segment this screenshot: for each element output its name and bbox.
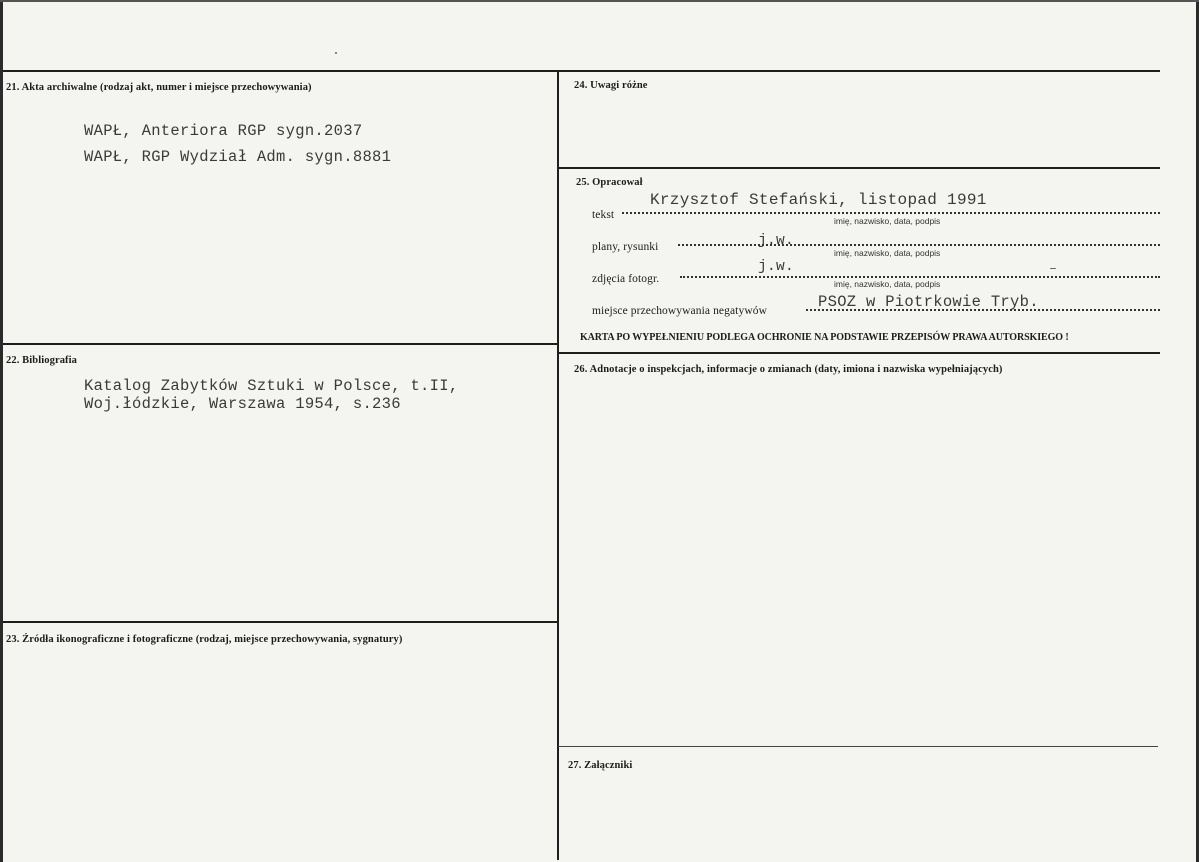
card-border-top [0, 0, 1199, 2]
plany-dotted-line [678, 244, 1160, 246]
rule-top [3, 70, 1160, 72]
scan-speck [1050, 268, 1056, 269]
zdjecia-label: zdjęcia fotogr. [592, 273, 660, 285]
rule-22-23 [3, 621, 558, 623]
archive-line-1: WAPŁ, Anteriora RGP sygn.2037 [84, 122, 363, 140]
archive-line-2: WAPŁ, RGP Wydział Adm. sygn.8881 [84, 148, 392, 166]
zdjecia-dotted-line [680, 276, 1160, 278]
tekst-sublabel: imię, nazwisko, data, podpis [834, 216, 941, 226]
rule-21-22 [3, 343, 558, 345]
section-21-hint: (rodzaj akt, numer i miejsce przechowywania) [100, 82, 312, 93]
tekst-dotted-line [622, 212, 1160, 214]
bibliography-line-2: Woj.łódzkie, Warszawa 1954, s.236 [84, 395, 401, 413]
section-21-title: 21. Akta archiwalne [6, 82, 98, 93]
section-23-title: 23. Źródła ikonograficzne i fotograficzne [6, 634, 193, 645]
section-26-hint: (daty, imiona i nazwiska wypełniających) [814, 364, 1003, 375]
zdjecia-value: j.w. [758, 259, 795, 275]
section-27-label: 27. Załączniki [568, 760, 633, 771]
section-23-hint: (rodzaj, miejsce przechowywania, sygnatury) [195, 634, 403, 645]
section-22-label: 22. Bibliografia [6, 355, 78, 366]
copyright-notice: KARTA PO WYPEŁNIENIU PODLEGA OCHRONIE NA PODSTAWIE PRZEPISÓW PRAWA AUTORSKIEGO ! [580, 332, 1069, 343]
plany-sublabel: imię, nazwisko, data, podpis [834, 248, 941, 258]
rule-25-26 [558, 352, 1160, 354]
bibliography-line-1: Katalog Zabytków Sztuki w Polsce, t.II, [84, 377, 459, 395]
plany-label: plany, rysunki [592, 241, 659, 253]
card-border-left [0, 0, 3, 862]
section-25-label: 25. Opracował [576, 177, 643, 188]
negatywy-value: PSOZ w Piotrkowie Tryb. [818, 293, 1039, 311]
section-26-title: 26. Adnotacje o inspekcjach, informacje o zmianach [574, 364, 812, 375]
section-24-label: 24. Uwagi różne [574, 80, 648, 91]
negatywy-label: miejsce przechowywania negatywów [592, 305, 767, 317]
rule-24-25 [558, 167, 1160, 169]
zdjecia-sublabel: imię, nazwisko, data, podpis [834, 279, 941, 289]
rule-center [557, 70, 559, 860]
section-21-label [6, 82, 312, 93]
tekst-value: Krzysztof Stefański, listopad 1991 [650, 191, 987, 209]
tekst-label: tekst [592, 209, 615, 221]
rule-26-27 [558, 746, 1158, 747]
section-23-label [6, 634, 402, 645]
scan-speck [335, 52, 337, 54]
plany-value: j.w. [758, 233, 795, 249]
section-26-label [574, 364, 1003, 375]
